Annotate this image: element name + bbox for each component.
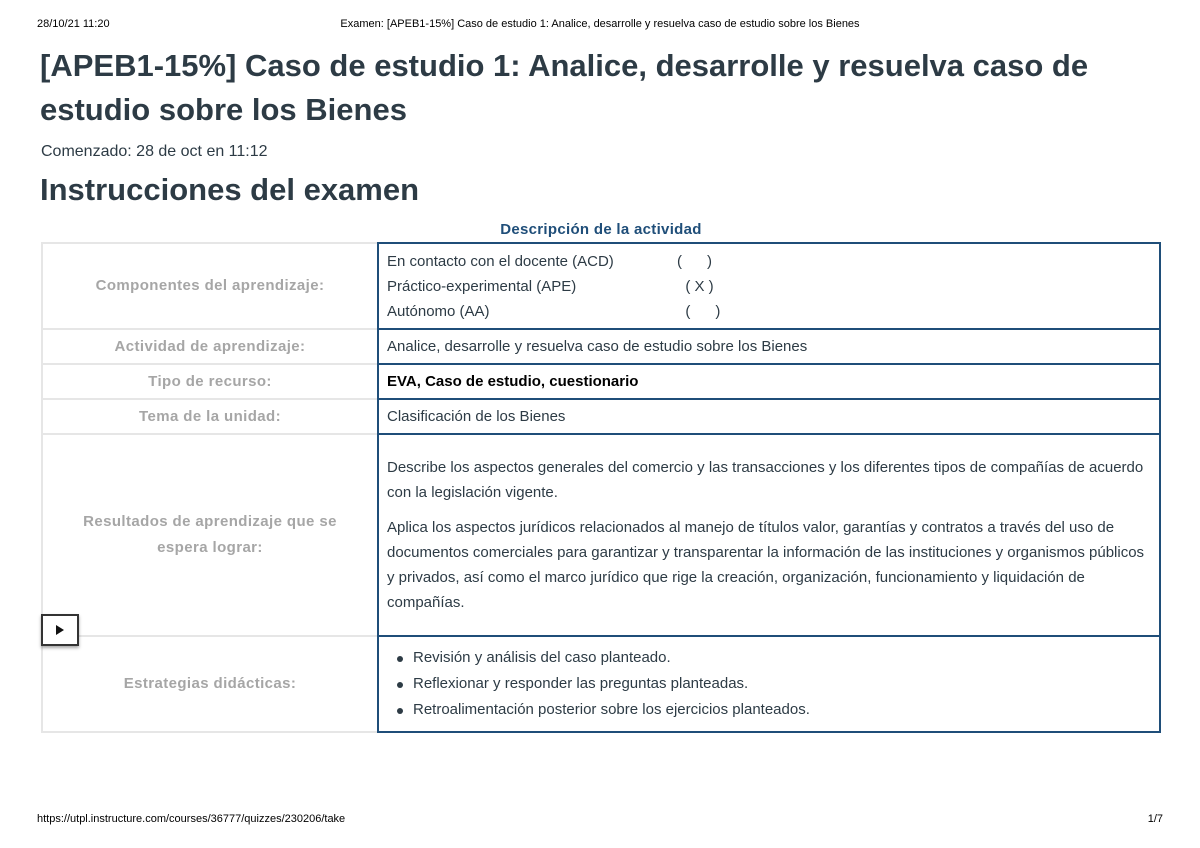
- activity-table: [41, 242, 1161, 733]
- learning-outcomes-label: Resultados de aprendizaje que se espera lograr:: [41, 435, 377, 637]
- print-header: [37, 18, 1163, 32]
- components-value: [377, 242, 1161, 330]
- resource-type-label: Tipo de recurso:: [41, 365, 377, 400]
- components-label: Componentes del aprendizaje:: [41, 242, 377, 330]
- table-row-resource-type: [41, 365, 1161, 400]
- component-item: [387, 249, 1151, 274]
- strategies-label: Estrategias didácticas:: [41, 637, 377, 733]
- strategies-value: [377, 637, 1161, 733]
- learning-activity-label: Actividad de aprendizaje:: [41, 330, 377, 365]
- instructions-heading: Instrucciones del examen: [40, 172, 420, 207]
- table-row-learning-outcomes: [41, 435, 1161, 637]
- table-row-unit-topic: [41, 400, 1161, 435]
- resource-type-value: EVA, Caso de estudio, cuestionario: [377, 365, 1161, 400]
- component-item: [387, 299, 1151, 324]
- table-row-components: [41, 242, 1161, 330]
- list-item: Retroalimentación posterior sobre los ejercicios planteados.: [413, 697, 1151, 723]
- play-icon: [55, 625, 65, 635]
- strategies-list: [387, 645, 1151, 723]
- quiz-title: [APEB1-15%] Caso de estudio 1: Analice, desarrolle y resuelva caso de estudio sobre los Bienes: [40, 48, 1089, 127]
- play-button[interactable]: [41, 614, 79, 646]
- learning-outcome-paragraph: Describe los aspectos generales del comercio y las transacciones y los diferentes tipos de compañías de acuerdo con la legislación vigente.: [387, 459, 1144, 501]
- component-mark: ( ): [677, 252, 712, 270]
- list-item: Revisión y análisis del caso planteado.: [413, 645, 1151, 671]
- unit-topic-label: Tema de la unidad:: [41, 400, 377, 435]
- table-row-strategies: [41, 637, 1161, 733]
- component-mark: ( X ): [677, 277, 714, 295]
- print-page-number: 1/7: [1147, 813, 1163, 825]
- list-item: Reflexionar y responder las preguntas planteadas.: [413, 671, 1151, 697]
- activity-caption: Descripción de la actividad: [500, 221, 702, 238]
- component-name: Autónomo (AA): [387, 302, 490, 320]
- unit-topic-value: Clasificación de los Bienes: [377, 400, 1161, 435]
- table-row-learning-activity: [41, 330, 1161, 365]
- print-doc-title: Examen: [APEB1-15%] Caso de estudio 1: Analice, desarrolle y resuelva caso de estudio sobre los Bienes: [340, 18, 860, 30]
- learning-activity-value: Analice, desarrolle y resuelva caso de estudio sobre los Bienes: [377, 330, 1161, 365]
- learning-outcomes-value: [377, 435, 1161, 637]
- learning-outcome-paragraph: Aplica los aspectos jurídicos relacionados al manejo de títulos valor, garantías y contratos a través del uso de documentos comerciales para garantizar y transparentar la información de las instituciones y organismos públicos y privados, así como el marco jurídico que rige la creación, organización, funcionamiento y liquidación de compañías.: [387, 519, 1145, 611]
- started-timestamp: Comenzado: 28 de oct en 11:12: [41, 143, 268, 160]
- print-datetime: 28/10/21 11:20: [37, 18, 110, 30]
- print-url: https://utpl.instructure.com/courses/36777/quizzes/230206/take: [37, 813, 346, 825]
- component-name: En contacto con el docente (ACD): [387, 252, 614, 270]
- print-footer: [37, 813, 1163, 827]
- component-name: Práctico-experimental (APE): [387, 277, 577, 295]
- component-mark: ( ): [677, 302, 721, 320]
- component-item: [387, 274, 1151, 299]
